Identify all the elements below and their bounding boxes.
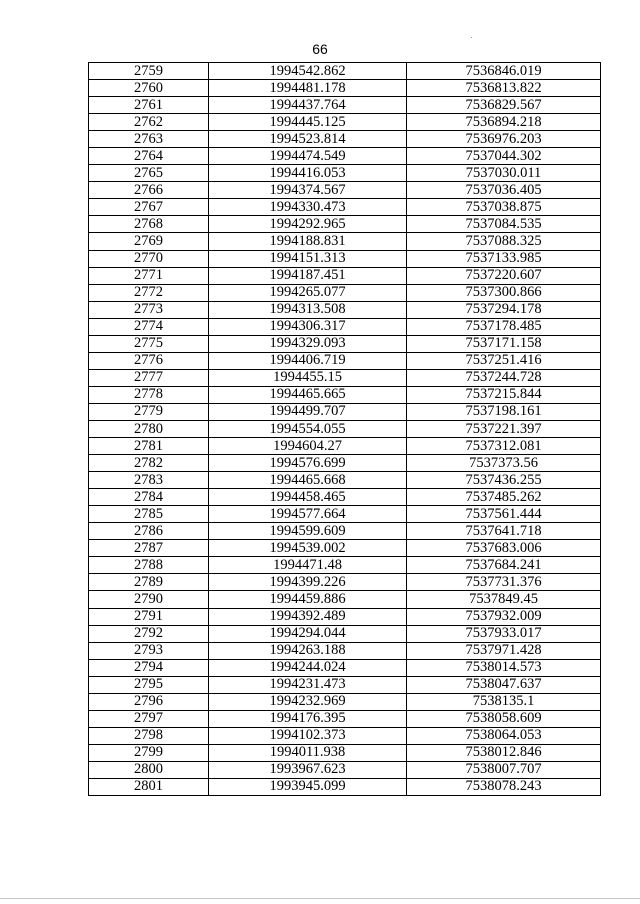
x-coordinate-cell: 1994102.373 [209,727,407,744]
x-coordinate-cell: 1994232.969 [209,693,407,710]
point-number-cell: 2785 [89,506,209,523]
x-coordinate-cell: 1994294.044 [209,625,407,642]
table-row [89,114,601,131]
y-coordinate-cell: 7537561.444 [407,506,601,523]
y-coordinate-cell: 7536894.218 [407,114,601,131]
y-coordinate-cell: 7537300.866 [407,284,601,301]
table-row [89,318,601,335]
y-coordinate-cell: 7537044.302 [407,148,601,165]
point-number-cell: 2797 [89,710,209,727]
y-coordinate-cell: 7538012.846 [407,744,601,761]
table-row [89,182,601,199]
x-coordinate-cell: 1994329.093 [209,335,407,352]
point-number-cell: 2760 [89,80,209,97]
point-number-cell: 2794 [89,659,209,676]
table-row [89,591,601,608]
x-coordinate-cell: 1994151.313 [209,250,407,267]
point-number-cell: 2779 [89,403,209,420]
table-row [89,284,601,301]
x-coordinate-cell: 1994437.764 [209,97,407,114]
table-row [89,233,601,250]
y-coordinate-cell: 7537849.45 [407,591,601,608]
point-number-cell: 2775 [89,335,209,352]
table-row [89,199,601,216]
x-coordinate-cell: 1994539.002 [209,540,407,557]
x-coordinate-cell: 1994392.489 [209,608,407,625]
x-coordinate-cell: 1994244.024 [209,659,407,676]
y-coordinate-cell: 7537084.535 [407,216,601,233]
y-coordinate-cell: 7537221.397 [407,420,601,437]
table-row [89,386,601,403]
table-row [89,574,601,591]
y-coordinate-cell: 7537684.241 [407,557,601,574]
table-row [89,778,601,795]
table-row [89,472,601,489]
table-row [89,557,601,574]
table-row [89,455,601,472]
table-row [89,608,601,625]
x-coordinate-cell: 1994406.719 [209,352,407,369]
table-row [89,744,601,761]
table-row [89,301,601,318]
y-coordinate-cell: 7537373.56 [407,455,601,472]
x-coordinate-cell: 1994458.465 [209,489,407,506]
x-coordinate-cell: 1994374.567 [209,182,407,199]
y-coordinate-cell: 7538058.609 [407,710,601,727]
x-coordinate-cell: 1994523.814 [209,131,407,148]
y-coordinate-cell: 7537133.985 [407,250,601,267]
y-coordinate-cell: 7538135.1 [407,693,601,710]
y-coordinate-cell: 7537038.875 [407,199,601,216]
x-coordinate-cell: 1994187.451 [209,267,407,284]
coordinates-table-body [89,63,601,796]
point-number-cell: 2764 [89,148,209,165]
x-coordinate-cell: 1994455.15 [209,369,407,386]
point-number-cell: 2778 [89,386,209,403]
table-row [89,250,601,267]
x-coordinate-cell: 1994474.549 [209,148,407,165]
y-coordinate-cell: 7537215.844 [407,386,601,403]
x-coordinate-cell: 1994465.668 [209,472,407,489]
table-row [89,403,601,420]
table-row [89,165,601,182]
x-coordinate-cell: 1994188.831 [209,233,407,250]
point-number-cell: 2771 [89,267,209,284]
x-coordinate-cell: 1994313.508 [209,301,407,318]
point-number-cell: 2766 [89,182,209,199]
x-coordinate-cell: 1994231.473 [209,676,407,693]
point-number-cell: 2781 [89,438,209,455]
table-row [89,267,601,284]
point-number-cell: 2765 [89,165,209,182]
point-number-cell: 2759 [89,63,209,80]
point-number-cell: 2798 [89,727,209,744]
y-coordinate-cell: 7536976.203 [407,131,601,148]
y-coordinate-cell: 7537436.255 [407,472,601,489]
table-row [89,659,601,676]
y-coordinate-cell: 7537932.009 [407,608,601,625]
y-coordinate-cell: 7536829.567 [407,97,601,114]
x-coordinate-cell: 1993945.099 [209,778,407,795]
point-number-cell: 2776 [89,352,209,369]
x-coordinate-cell: 1994576.699 [209,455,407,472]
point-number-cell: 2799 [89,744,209,761]
x-coordinate-cell: 1994471.48 [209,557,407,574]
table-row [89,642,601,659]
table-row [89,676,601,693]
y-coordinate-cell: 7537312.081 [407,438,601,455]
point-number-cell: 2773 [89,301,209,318]
page-number: 66 [312,41,328,57]
point-number-cell: 2767 [89,199,209,216]
point-number-cell: 2761 [89,97,209,114]
x-coordinate-cell: 1994265.077 [209,284,407,301]
table-row [89,369,601,386]
point-number-cell: 2763 [89,131,209,148]
table-row [89,80,601,97]
y-coordinate-cell: 7537731.376 [407,574,601,591]
x-coordinate-cell: 1994465.665 [209,386,407,403]
x-coordinate-cell: 1994011.938 [209,744,407,761]
point-number-cell: 2796 [89,693,209,710]
x-coordinate-cell: 1994176.395 [209,710,407,727]
point-number-cell: 2770 [89,250,209,267]
y-coordinate-cell: 7537220.607 [407,267,601,284]
y-coordinate-cell: 7537036.405 [407,182,601,199]
point-number-cell: 2774 [89,318,209,335]
x-coordinate-cell: 1994292.965 [209,216,407,233]
point-number-cell: 2780 [89,420,209,437]
x-coordinate-cell: 1993967.623 [209,761,407,778]
table-row [89,335,601,352]
table-row [89,523,601,540]
table-row [89,710,601,727]
y-coordinate-cell: 7537485.262 [407,489,601,506]
x-coordinate-cell: 1994604.27 [209,438,407,455]
footer-line [0,898,640,899]
y-coordinate-cell: 7537933.017 [407,625,601,642]
point-number-cell: 2786 [89,523,209,540]
point-number-cell: 2762 [89,114,209,131]
point-number-cell: 2791 [89,608,209,625]
y-coordinate-cell: 7537641.718 [407,523,601,540]
y-coordinate-cell: 7538064.053 [407,727,601,744]
table-row [89,63,601,80]
y-coordinate-cell: 7537030.011 [407,165,601,182]
point-number-cell: 2792 [89,625,209,642]
table-row [89,625,601,642]
table-row [89,148,601,165]
scan-speck [471,37,472,38]
table-row [89,97,601,114]
x-coordinate-cell: 1994445.125 [209,114,407,131]
table-row [89,506,601,523]
y-coordinate-cell: 7537088.325 [407,233,601,250]
y-coordinate-cell: 7537244.728 [407,369,601,386]
y-coordinate-cell: 7537971.428 [407,642,601,659]
point-number-cell: 2769 [89,233,209,250]
x-coordinate-cell: 1994554.055 [209,420,407,437]
point-number-cell: 2788 [89,557,209,574]
x-coordinate-cell: 1994399.226 [209,574,407,591]
x-coordinate-cell: 1994599.609 [209,523,407,540]
table-row [89,693,601,710]
x-coordinate-cell: 1994542.862 [209,63,407,80]
y-coordinate-cell: 7537198.161 [407,403,601,420]
table-row [89,420,601,437]
x-coordinate-cell: 1994330.473 [209,199,407,216]
x-coordinate-cell: 1994577.664 [209,506,407,523]
table-row [89,131,601,148]
point-number-cell: 2789 [89,574,209,591]
x-coordinate-cell: 1994263.188 [209,642,407,659]
point-number-cell: 2787 [89,540,209,557]
point-number-cell: 2777 [89,369,209,386]
y-coordinate-cell: 7537294.178 [407,301,601,318]
y-coordinate-cell: 7537683.006 [407,540,601,557]
y-coordinate-cell: 7537178.485 [407,318,601,335]
x-coordinate-cell: 1994499.707 [209,403,407,420]
y-coordinate-cell: 7538078.243 [407,778,601,795]
point-number-cell: 2793 [89,642,209,659]
point-number-cell: 2783 [89,472,209,489]
y-coordinate-cell: 7538007.707 [407,761,601,778]
table-row [89,216,601,233]
point-number-cell: 2790 [89,591,209,608]
point-number-cell: 2784 [89,489,209,506]
y-coordinate-cell: 7536813.822 [407,80,601,97]
y-coordinate-cell: 7538047.637 [407,676,601,693]
y-coordinate-cell: 7537171.158 [407,335,601,352]
x-coordinate-cell: 1994306.317 [209,318,407,335]
table-row [89,352,601,369]
table-row [89,727,601,744]
table-row [89,761,601,778]
point-number-cell: 2800 [89,761,209,778]
point-number-cell: 2772 [89,284,209,301]
point-number-cell: 2782 [89,455,209,472]
table-row [89,489,601,506]
x-coordinate-cell: 1994459.886 [209,591,407,608]
table-row [89,438,601,455]
y-coordinate-cell: 7537251.416 [407,352,601,369]
x-coordinate-cell: 1994416.053 [209,165,407,182]
point-number-cell: 2768 [89,216,209,233]
coordinates-table [88,62,601,796]
x-coordinate-cell: 1994481.178 [209,80,407,97]
y-coordinate-cell: 7536846.019 [407,63,601,80]
y-coordinate-cell: 7538014.573 [407,659,601,676]
table-row [89,540,601,557]
point-number-cell: 2801 [89,778,209,795]
point-number-cell: 2795 [89,676,209,693]
